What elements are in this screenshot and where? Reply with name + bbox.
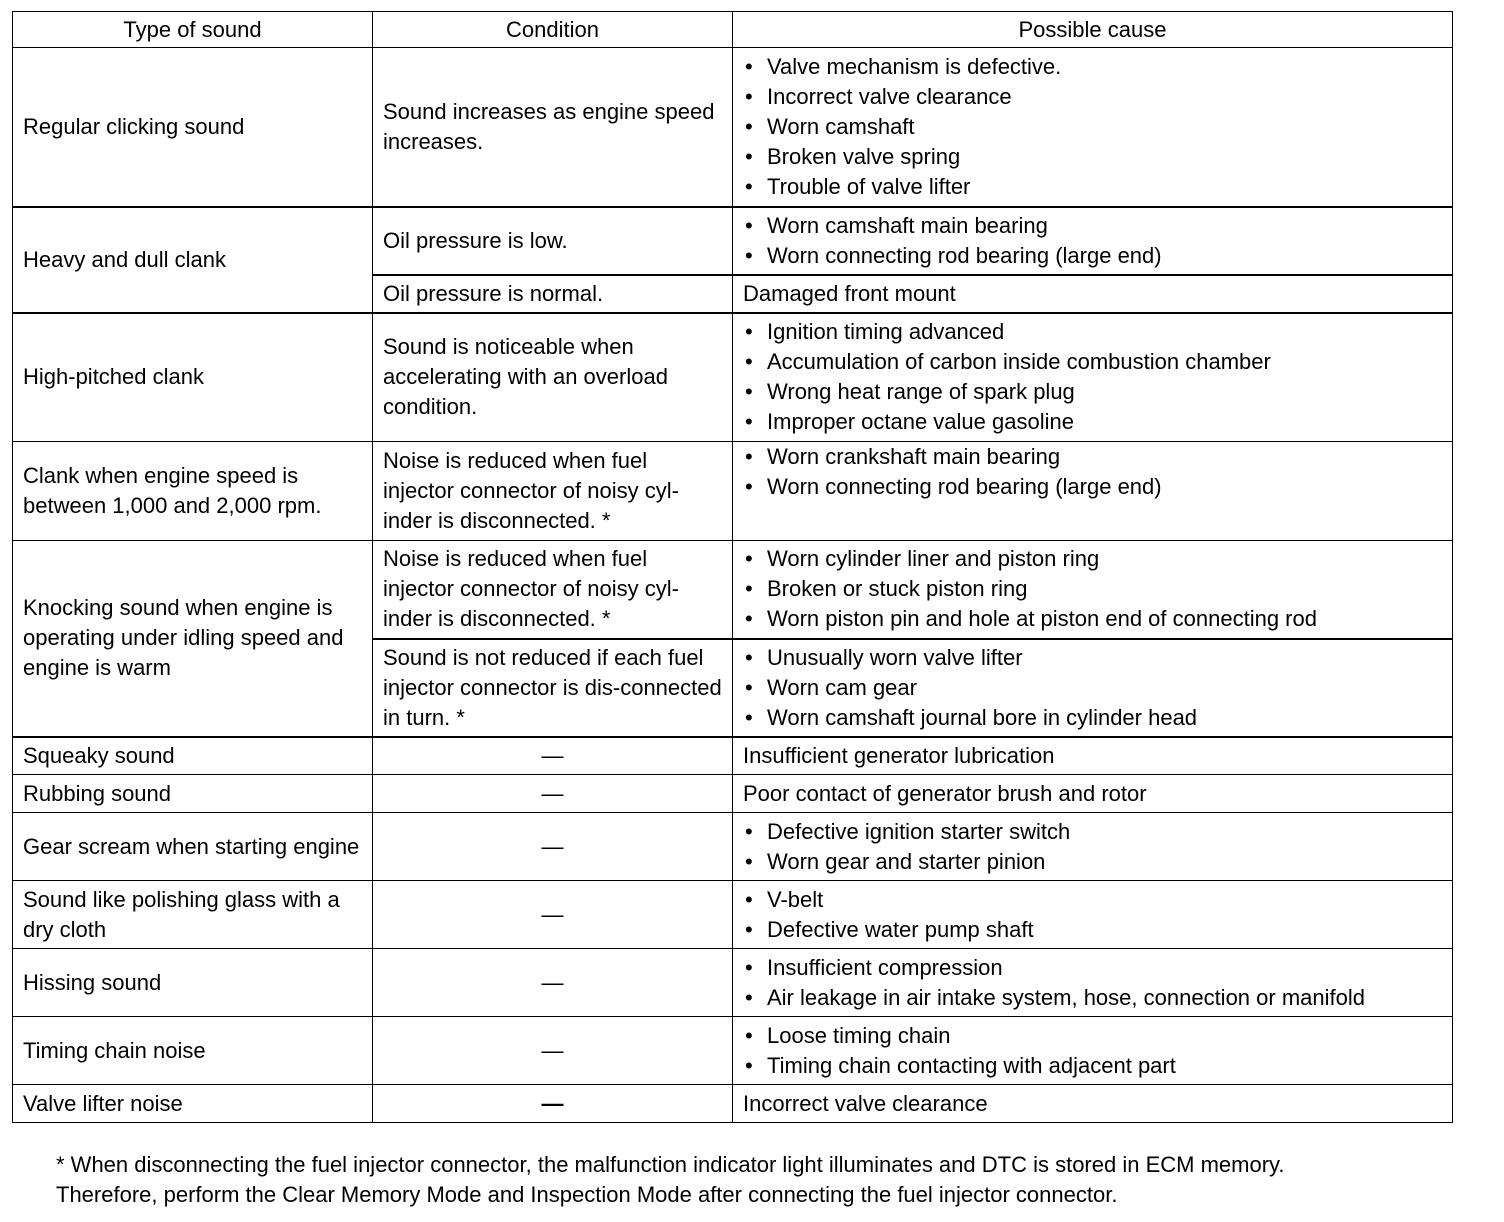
cause-list [743, 52, 1442, 202]
cause-cell [733, 949, 1453, 1017]
condition-cell: Sound is not reduced if each fuel injector connector is dis-connected in turn. * [373, 639, 733, 737]
footnote [56, 1150, 1486, 1210]
condition-cell: Oil pressure is normal. [373, 275, 733, 313]
cause-item: • Defective ignition starter switch [743, 817, 1442, 847]
cause-list [743, 211, 1442, 271]
sound-type-cell: Timing chain noise [13, 1017, 373, 1085]
condition-cell: Sound is noticeable when accelerating with an overload condition. [373, 313, 733, 442]
condition-cell: — [373, 1085, 733, 1123]
cause-cell: Insufficient generator lubrication [733, 737, 1453, 775]
cause-item: • Unusually worn valve lifter [743, 643, 1442, 673]
sound-type-cell: Regular clicking sound [13, 48, 373, 207]
cause-item: • Trouble of valve lifter [743, 172, 1442, 202]
engine-noise-diagnosis-table [12, 11, 1453, 1123]
cause-item: • Insufficient compression [743, 953, 1442, 983]
table-row [13, 207, 1453, 275]
table-row [13, 881, 1453, 949]
cause-item: • Worn connecting rod bearing (large end) [743, 241, 1442, 271]
condition-cell: Noise is reduced when fuel injector connector of noisy cyl-inder is disconnected. * [373, 442, 733, 541]
condition-cell: Oil pressure is low. [373, 207, 733, 275]
table-row [13, 737, 1453, 775]
condition-cell: Noise is reduced when fuel injector connector of noisy cyl-inder is disconnected. * [373, 541, 733, 639]
condition-cell: — [373, 737, 733, 775]
footnote-line: Therefore, perform the Clear Memory Mode and Inspection Mode after connecting the fuel injector connector. [56, 1182, 1118, 1207]
cause-cell [733, 207, 1453, 275]
cause-cell [733, 881, 1453, 949]
cause-item: • Worn camshaft main bearing [743, 211, 1442, 241]
cause-list [743, 1021, 1442, 1081]
table-row [13, 48, 1453, 207]
condition-cell: — [373, 881, 733, 949]
condition-cell: — [373, 775, 733, 813]
cause-item: • Improper octane value gasoline [743, 407, 1442, 437]
cause-cell [733, 639, 1453, 737]
cause-item: • Accumulation of carbon inside combustion chamber [743, 347, 1442, 377]
cause-item: • Worn camshaft journal bore in cylinder head [743, 703, 1442, 733]
cause-cell [733, 442, 1453, 541]
cause-item: • Air leakage in air intake system, hose, connection or manifold [743, 983, 1442, 1013]
table-row [13, 541, 1453, 639]
sound-type-cell: Knocking sound when engine is operating under idling speed and engine is warm [13, 541, 373, 737]
condition-cell: — [373, 949, 733, 1017]
cause-item: • Loose timing chain [743, 1021, 1442, 1051]
condition-cell: — [373, 813, 733, 881]
cause-item: • Worn crankshaft main bearing [743, 442, 1442, 472]
table-row [13, 813, 1453, 881]
cause-cell [733, 813, 1453, 881]
footnote-line: * When disconnecting the fuel injector connector, the malfunction indicator light illuminates and DTC is stored in ECM memory. [56, 1152, 1285, 1177]
cause-list [743, 885, 1442, 945]
table-row [13, 1085, 1453, 1123]
cause-item: • Worn piston pin and hole at piston end of connecting rod [743, 604, 1442, 634]
cause-item: • Broken valve spring [743, 142, 1442, 172]
cause-list [743, 817, 1442, 877]
cause-cell: Poor contact of generator brush and rotor [733, 775, 1453, 813]
cause-list [743, 442, 1442, 502]
cause-item: • Wrong heat range of spark plug [743, 377, 1442, 407]
cause-list [743, 643, 1442, 733]
sound-type-cell: High-pitched clank [13, 313, 373, 442]
table-row [13, 1017, 1453, 1085]
cause-cell: Damaged front mount [733, 275, 1453, 313]
cause-item: • Timing chain contacting with adjacent part [743, 1051, 1442, 1081]
cause-item: • Defective water pump shaft [743, 915, 1442, 945]
cause-item: • V-belt [743, 885, 1442, 915]
sound-type-cell: Sound like polishing glass with a dry cloth [13, 881, 373, 949]
header-type-of-sound: Type of sound [13, 12, 373, 48]
cause-item: • Incorrect valve clearance [743, 82, 1442, 112]
header-possible-cause: Possible cause [733, 12, 1453, 48]
header-condition: Condition [373, 12, 733, 48]
header-row [13, 12, 1453, 48]
cause-item: • Broken or stuck piston ring [743, 574, 1442, 604]
condition-cell: Sound increases as engine speed increases. [373, 48, 733, 207]
cause-item: • Worn cylinder liner and piston ring [743, 544, 1442, 574]
cause-cell [733, 313, 1453, 442]
cause-cell: Incorrect valve clearance [733, 1085, 1453, 1123]
cause-item: • Worn camshaft [743, 112, 1442, 142]
cause-list [743, 544, 1442, 634]
cause-item: • Worn gear and starter pinion [743, 847, 1442, 877]
sound-type-cell: Gear scream when starting engine [13, 813, 373, 881]
cause-list [743, 317, 1442, 437]
sound-type-cell: Rubbing sound [13, 775, 373, 813]
cause-list [743, 953, 1442, 1013]
sound-type-cell: Valve lifter noise [13, 1085, 373, 1123]
cause-item: • Worn cam gear [743, 673, 1442, 703]
table-row [13, 442, 1453, 541]
table-row [13, 775, 1453, 813]
cause-item: • Ignition timing advanced [743, 317, 1442, 347]
cause-cell [733, 541, 1453, 639]
cause-item: • Valve mechanism is defective. [743, 52, 1442, 82]
sound-type-cell: Clank when engine speed is between 1,000 and 2,000 rpm. [13, 442, 373, 541]
table-row [13, 313, 1453, 442]
cause-item: • Worn connecting rod bearing (large end) [743, 472, 1442, 502]
sound-type-cell: Heavy and dull clank [13, 207, 373, 313]
sound-type-cell: Hissing sound [13, 949, 373, 1017]
sound-type-cell: Squeaky sound [13, 737, 373, 775]
cause-cell [733, 1017, 1453, 1085]
cause-cell [733, 48, 1453, 207]
table-row [13, 949, 1453, 1017]
condition-cell: — [373, 1017, 733, 1085]
